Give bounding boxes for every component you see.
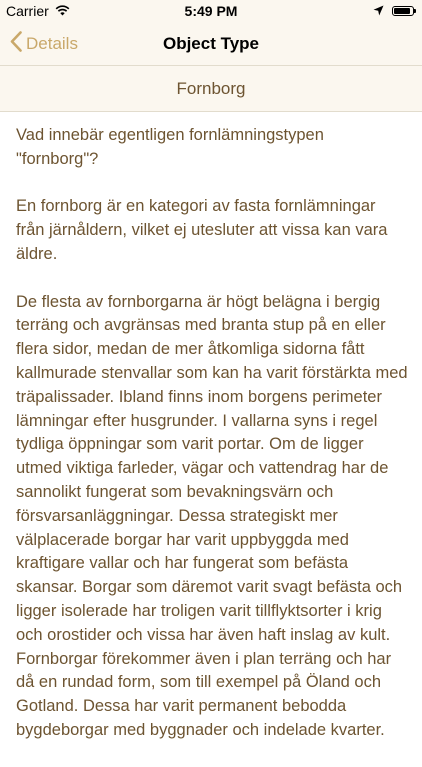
content-paragraph-description: De flesta av fornborgarna är högt belägna i bergig terräng och avgränsas med branta stup på en eller flera sidor, medan de mer åtkomliga sidorna fått kallmurade stenvallar som kan ha varit förstärkta med träpalissader. Ibland finns inom borgens perimeter lämningar efter husgrunder. I vallarna syns i regel tydliga öppningar som varit portar. Om de ligger utmed viktiga farleder, vägar och vattendrag har de sannolikt fungerat som bevakningsvärn och försvarsanläggningar. Dessa strategiskt mer välplacerade borgar har varit uppbyggda med kraftigare vallar och har fungerat som befästa skansar. Borgar som däremot varit svagt befästa och ligger isolerade har troligen varit tillflyktsorter i krig och orostider och vissa har även haft inslag av kult. Fornborgar förekommer även i plan terräng och har då en rundad form, som till exempel på Öland och Gotland. Dessa har varit permanent bebodda bygdeborgar med byggnader och indelade kvarter.	[16, 292, 408, 739]
content-paragraph-definition: En fornborg är en kategori av fasta fornlämningar från järnåldern, vilket ej utesluter att vissa kan vara äldre.	[16, 197, 388, 263]
page-title: Object Type	[162, 34, 260, 53]
section-header	[0, 66, 422, 112]
back-button-label: Details	[26, 34, 78, 53]
location-arrow-icon	[373, 3, 384, 19]
status-right	[373, 3, 414, 19]
status-bar	[0, 0, 422, 22]
battery-icon	[392, 6, 414, 16]
section-title: Fornborg	[176, 78, 246, 98]
battery-level	[394, 8, 410, 14]
status-time: 5:49 PM	[184, 3, 238, 19]
description-text	[16, 124, 408, 767]
content-paragraph-question: Vad innebär egentligen fornlämningstypen "fornborg"?	[16, 126, 324, 168]
carrier-label: Carrier	[6, 3, 49, 19]
navigation-bar	[0, 22, 422, 66]
